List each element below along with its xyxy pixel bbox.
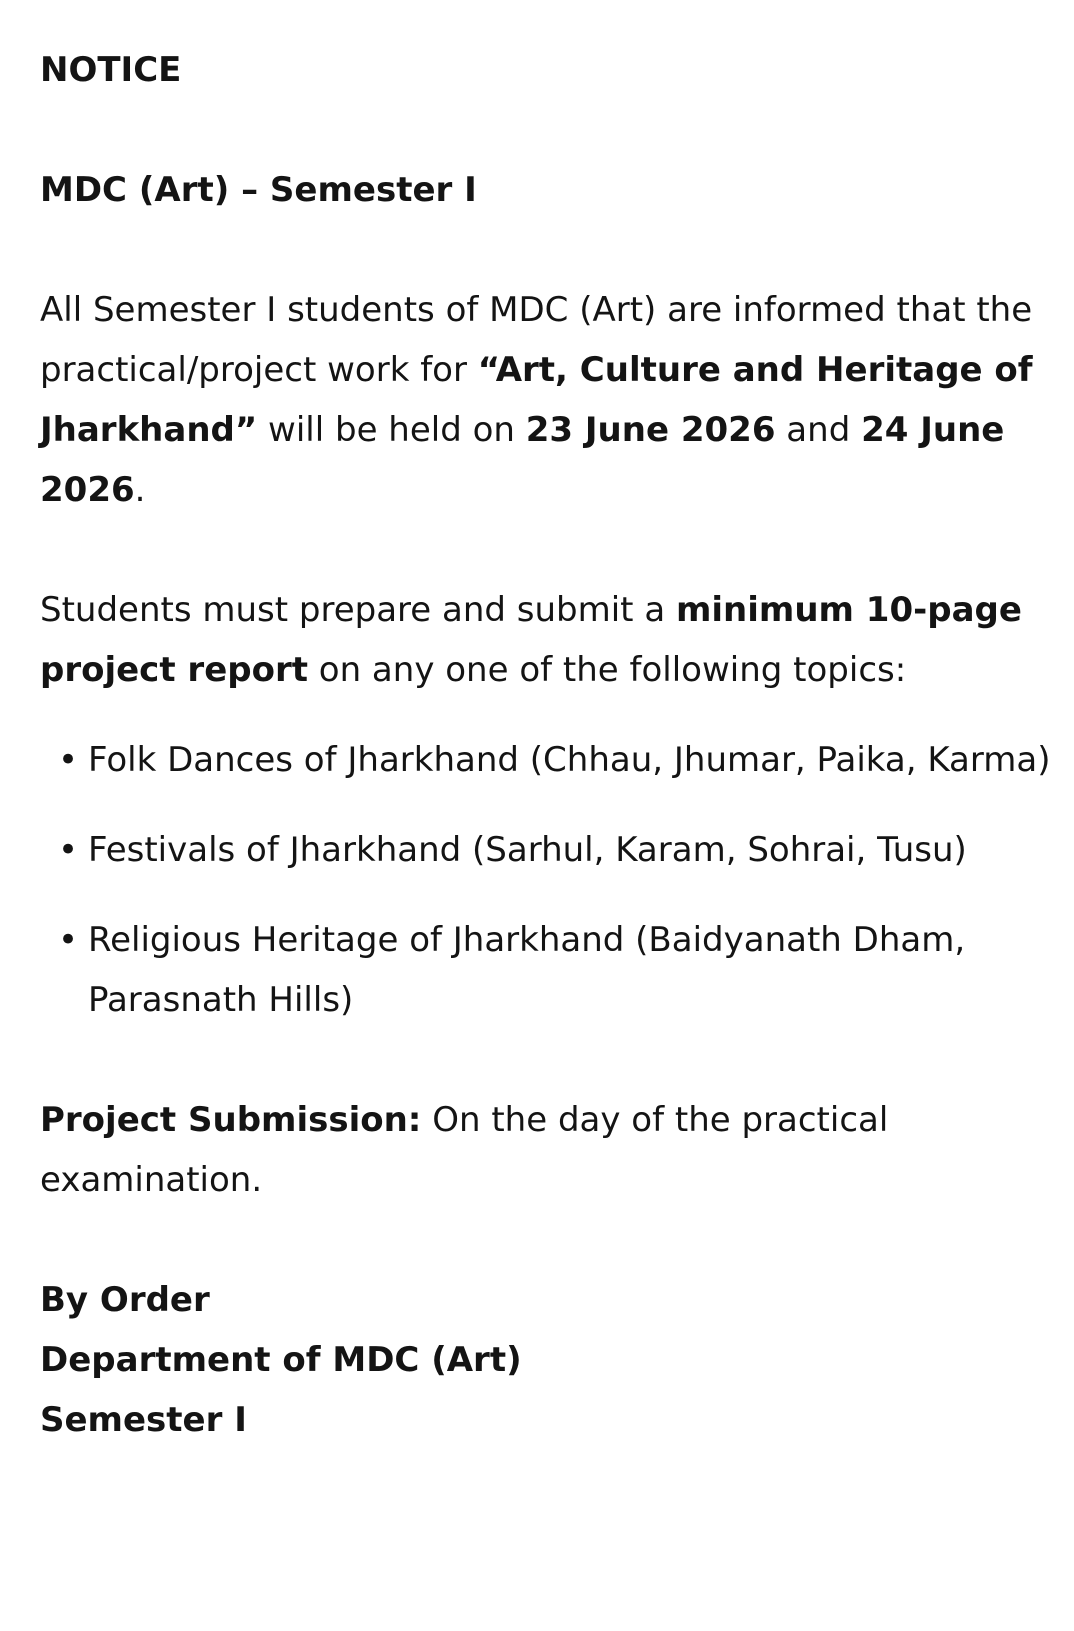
notice-subheading: MDC (Art) – Semester I — [40, 170, 477, 210]
bullet-icon: • — [58, 830, 79, 870]
schedule-text: All Semester I students of MDC (Art) are informed that the practical/project work for — [40, 290, 1033, 390]
report-text: on any one of the following topics: — [307, 650, 907, 690]
notice-document — [40, 40, 1060, 1450]
signature-block — [40, 1270, 1060, 1450]
notice-paragraph-schedule — [40, 280, 1060, 520]
exam-date-1: 23 June 2026 — [525, 410, 776, 450]
report-requirement: minimum 10-page project report — [40, 590, 1022, 690]
bullet-icon: • — [58, 740, 79, 780]
signature-line: Department of MDC (Art) — [40, 1340, 522, 1380]
exam-date-2: 24 June 2026 — [40, 410, 1005, 510]
signature-line: Semester I — [40, 1400, 247, 1440]
course-title: “Art, Culture and Heritage of Jharkhand” — [40, 350, 1033, 450]
topic-label: Folk Dances of Jharkhand (Chhau, Jhumar, Paika, Karma) — [88, 740, 1051, 780]
submission-text: On the day of the practical examination. — [40, 1100, 889, 1200]
schedule-text: . — [134, 470, 146, 510]
submission-label: Project Submission: — [40, 1100, 422, 1140]
notice-heading: NOTICE — [40, 50, 182, 90]
list-item — [40, 730, 1060, 790]
signature-line: By Order — [40, 1280, 210, 1320]
list-item — [40, 820, 1060, 880]
list-item — [40, 910, 1060, 1030]
topic-label: Religious Heritage of Jharkhand (Baidyanath Dham, Parasnath Hills) — [88, 920, 966, 1020]
report-text: Students must prepare and submit a — [40, 590, 676, 630]
topic-label: Festivals of Jharkhand (Sarhul, Karam, Sohrai, Tusu) — [88, 830, 967, 870]
notice-paragraph-report — [40, 580, 1060, 700]
schedule-text: will be held on — [257, 410, 526, 450]
schedule-text: and — [775, 410, 862, 450]
submission-paragraph — [40, 1090, 1060, 1210]
topic-list — [40, 730, 1060, 1030]
bullet-icon: • — [58, 920, 79, 960]
